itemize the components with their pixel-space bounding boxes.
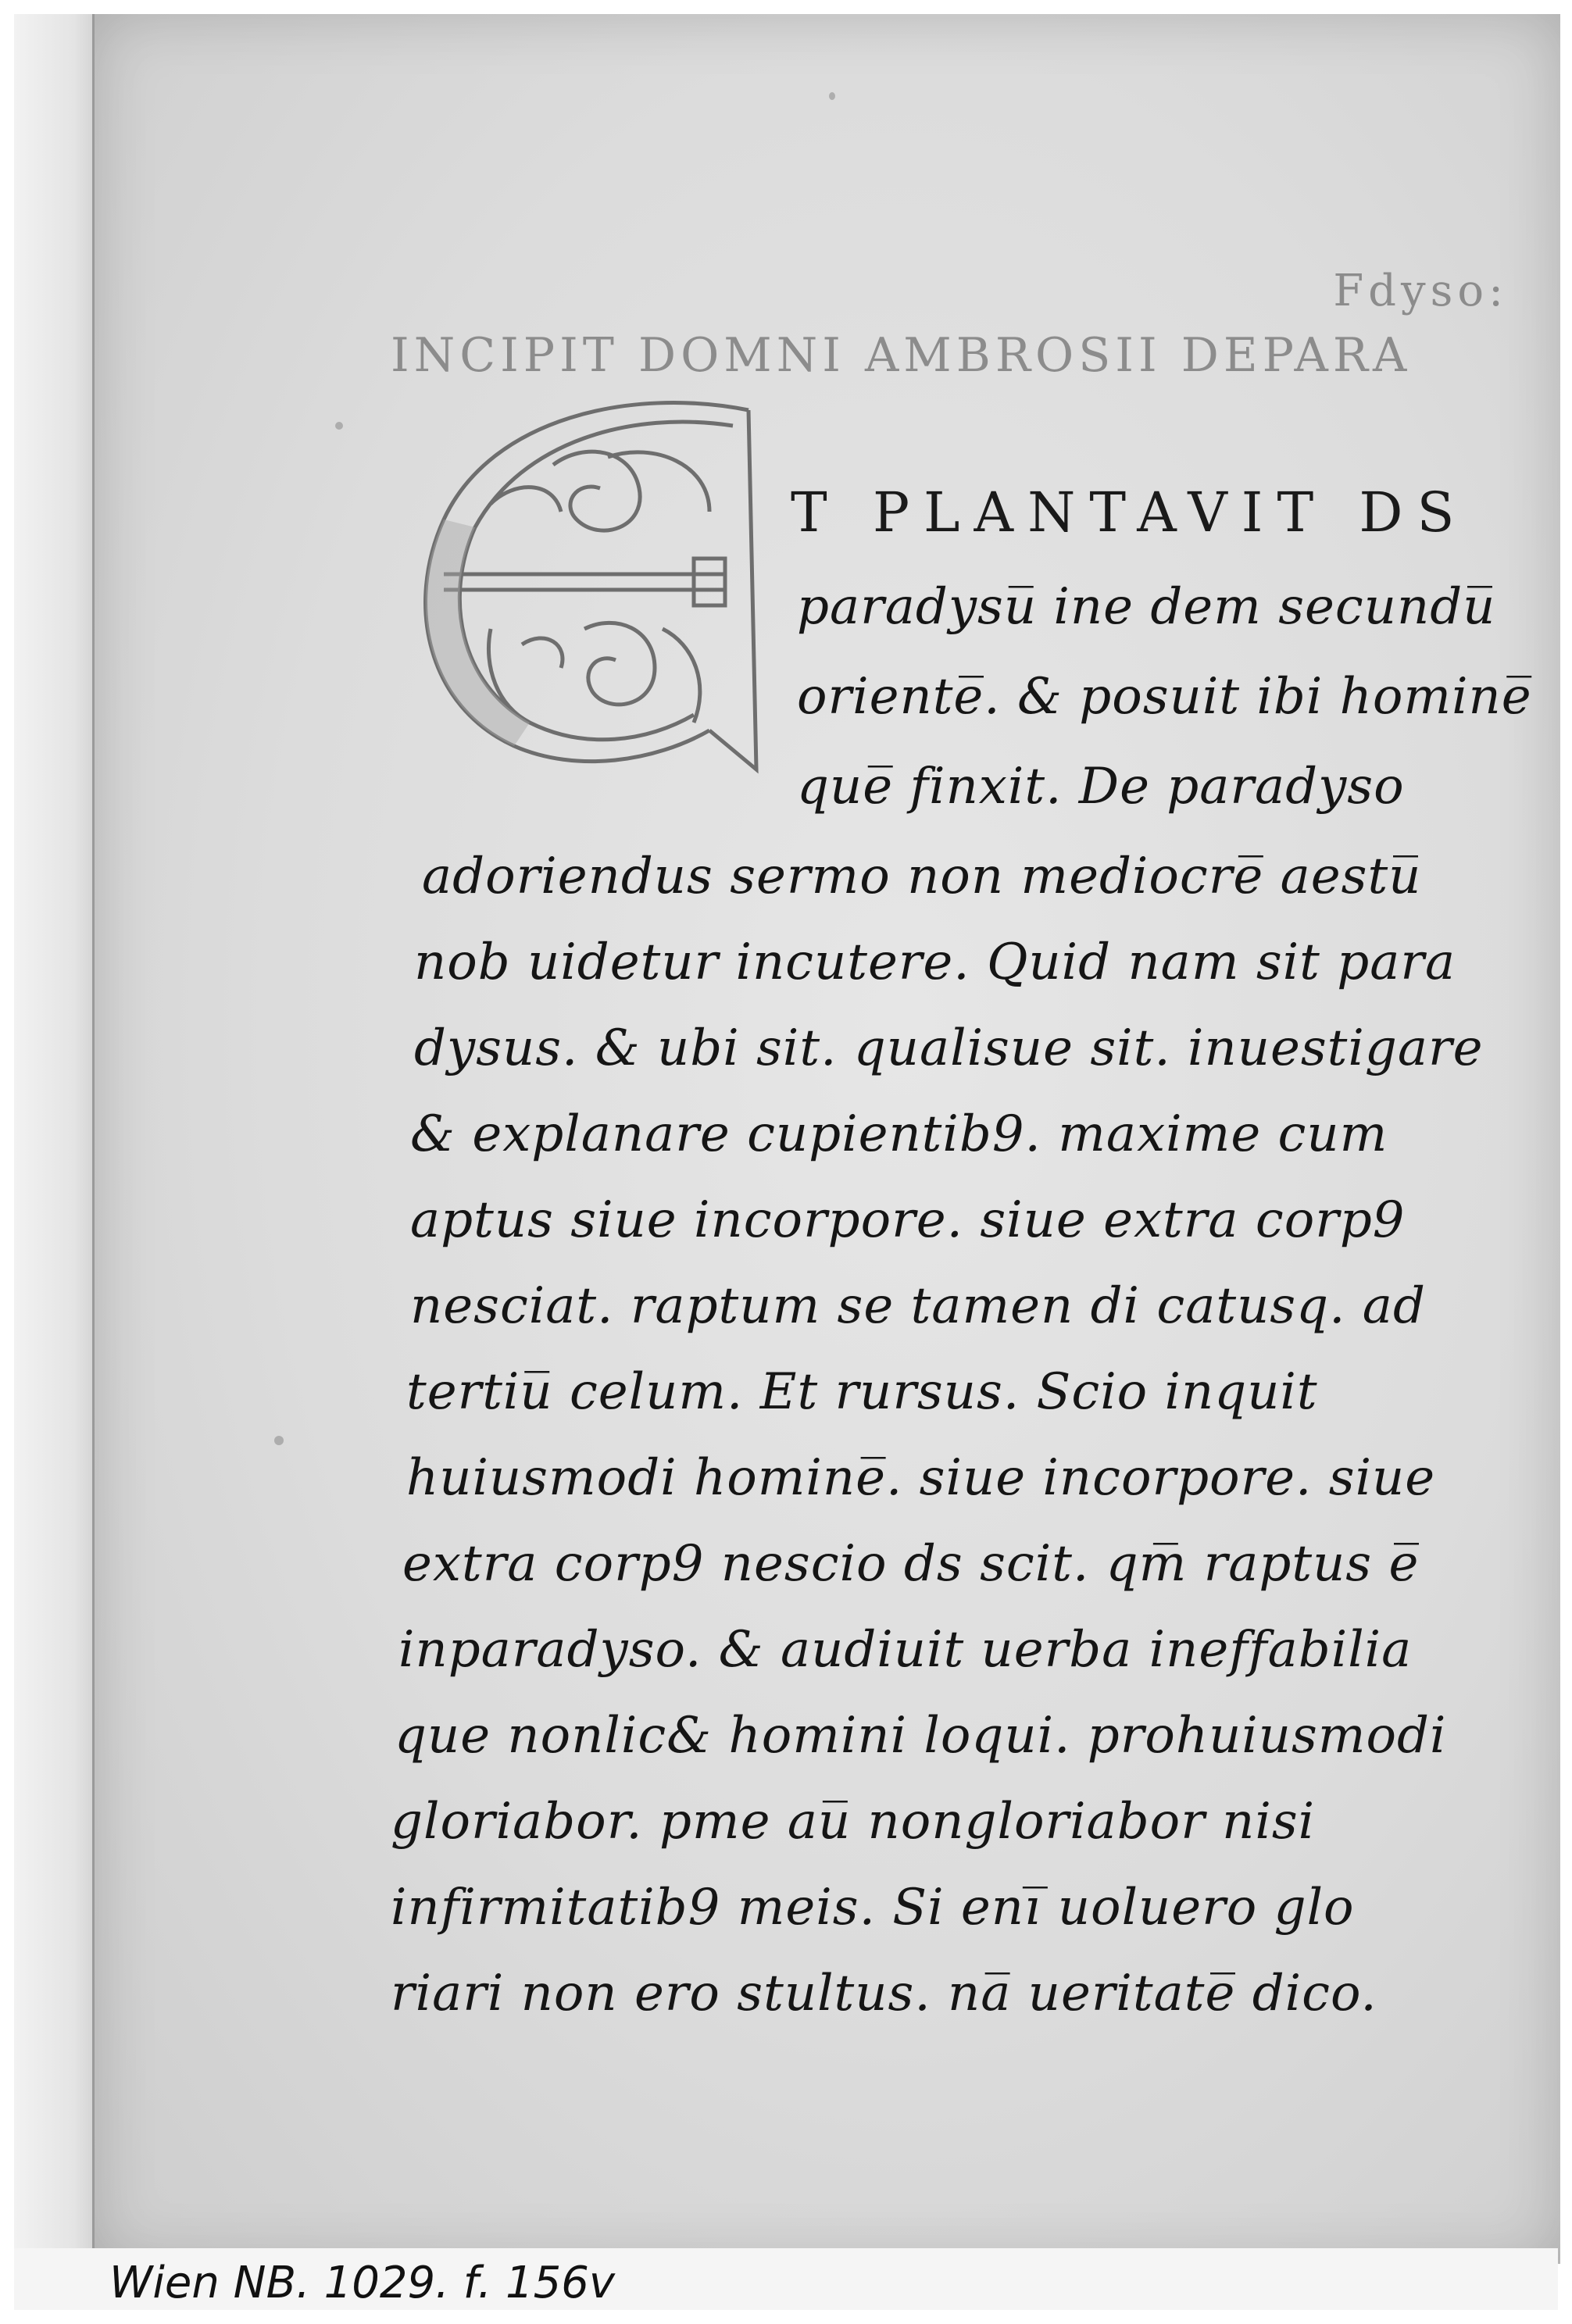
- text-line: & explanare cupientib9. maxime cum: [410, 1105, 1388, 1163]
- text-line: inparadyso. & audiuit uerba ineffabilia: [398, 1621, 1413, 1679]
- text-line: nesciat. raptum se tamen di catusq. ad: [410, 1277, 1426, 1335]
- text-line: extra corp9 nescio ds scit. qm̅ raptus e̅: [402, 1535, 1420, 1593]
- text-line: adoriendus sermo non mediocre̅ aestu̅: [422, 848, 1422, 905]
- text-line: que̅ finxit. De paradyso: [797, 758, 1405, 816]
- text-line: nob uidetur incutere. Quid nam sit para: [414, 934, 1456, 991]
- text-line: que nonlic& homini loqui. prohuiusmodi: [395, 1707, 1447, 1765]
- text-line: huiusmodi homine̅. siue incorpore. siue: [406, 1449, 1436, 1507]
- text-line: tertiu̅ celum. Et rursus. Scio inquit: [406, 1363, 1318, 1421]
- stain-mark: [335, 422, 343, 430]
- text-line: paradysu̅ ine dem secundu̅: [797, 578, 1496, 636]
- incipit-line-1: Fdyso:: [1333, 266, 1508, 316]
- text-line: infirmitatib9 meis. Si eni̅ uoluero glo: [391, 1879, 1355, 1937]
- left-margin: [14, 14, 100, 2310]
- stain-mark: [829, 92, 835, 100]
- shelfmark-label: Wien NB. 1029. f. 156v: [109, 2258, 616, 2308]
- text-line: riari non ero stultus. na̅ ueritate̅ dico.: [391, 1965, 1377, 2022]
- text-line: gloriabor. pme au̅ nongloriabor nisi: [391, 1793, 1316, 1851]
- text-line: aptus siue incorpore. siue extra corp9: [410, 1191, 1406, 1249]
- stain-mark: [274, 1436, 284, 1445]
- text-line: dysus. & ubi sit. qualisue sit. inuestigare: [414, 1019, 1484, 1077]
- first-text-line: T PLANTAVIT DS: [791, 480, 1469, 544]
- decorated-initial-e: [397, 394, 780, 777]
- incipit-line-2: INCIPIT DOMNI AMBROSII DEPARA: [391, 328, 1412, 383]
- text-line: oriente̅. & posuit ibi homine̅: [797, 668, 1532, 726]
